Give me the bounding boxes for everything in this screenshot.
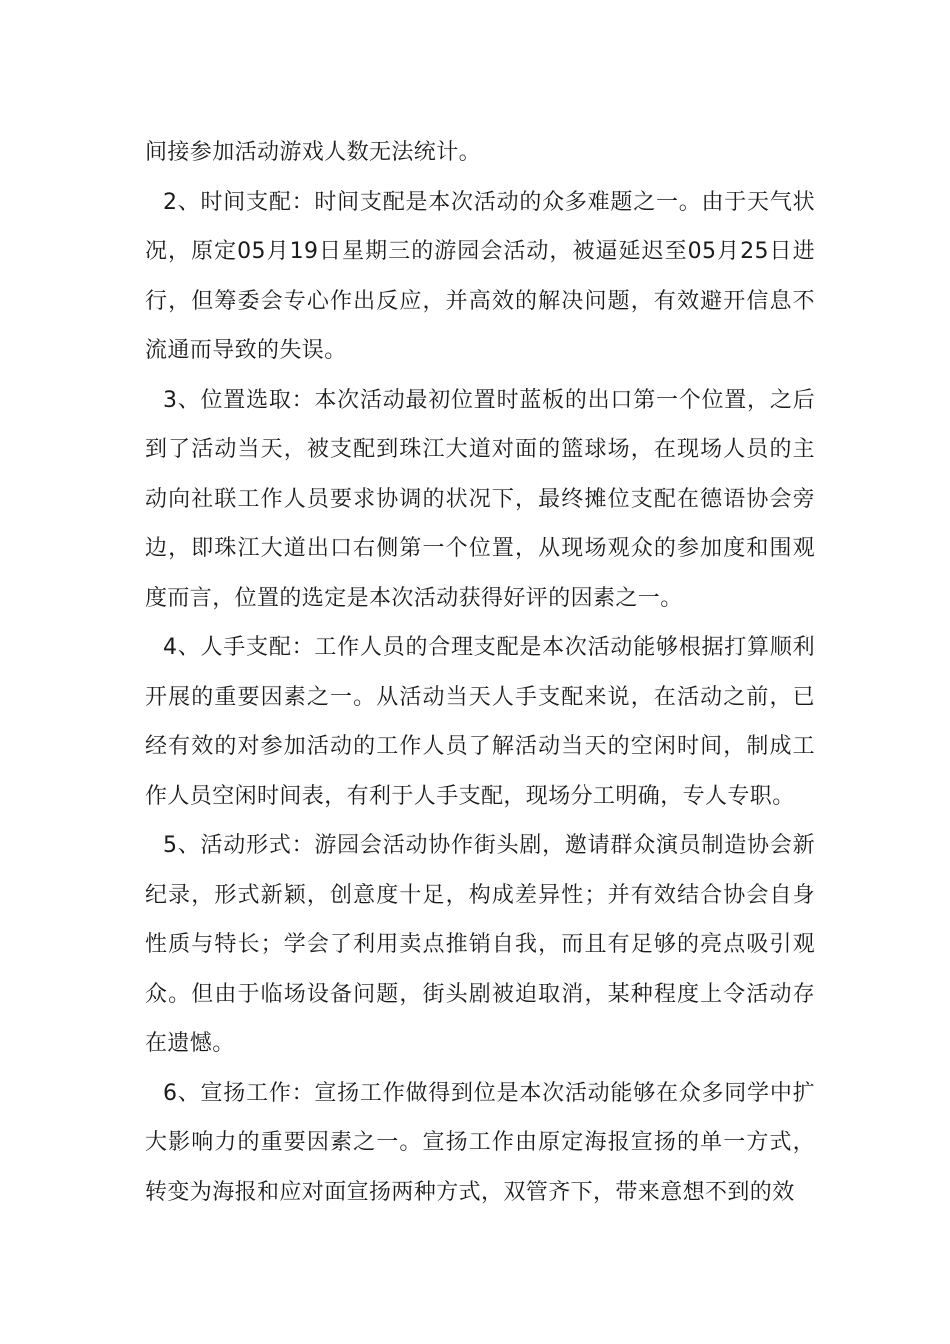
paragraph-location-selection: 3、位置选取：本次活动最初位置时蓝板的出口第一个位置，之后到了活动当天，被支配到珠江大道对面的篮球场，在现场人员的主动向社联工作人员要求协调的状况下，最终摊位支配在德语协会旁边，即珠江大道出口右侧第一个位置，从现场观众的参加度和围观度而言，位置的选定是本次活动获得好评的因素之一。 [145, 387, 815, 611]
paragraph-time-arrangement: 2、时间支配：时间支配是本次活动的众多难题之一。由于天气状况，原定05月19日星期三的游园会活动，被逼延迟至05月25日进行，但筹委会专心作出反应，并高效的解决问题，有效避开信息不流通而导致的失误。 [145, 189, 815, 363]
document-body [145, 128, 815, 1217]
paragraph-participation-count: 间接参加活动游戏人数无法统计。 [145, 140, 482, 165]
paragraph-activity-format: 5、活动形式：游园会活动协作街头剧，邀请群众演员制造协会新纪录，形式新颖，创意度十足，构成差异性；并有效结合协会自身性质与特长；学会了利用卖点推销自我，而且有足够的亮点吸引观众。但由于临场设备问题，街头剧被迫取消，某种程度上令活动存在遗憾。 [145, 833, 815, 1056]
paragraph-publicity-work: 6、宣扬工作：宣扬工作做得到位是本次活动能够在众多同学中扩大影响力的重要因素之一。宣扬工作由原定海报宣扬的单一方式，转变为海报和应对面宣扬两种方式，双管齐下，带来意想不到的效 [145, 1080, 815, 1205]
paragraph-staffing: 4、人手支配：工作人员的合理支配是本次活动能够根据打算顺利开展的重要因素之一。从活动当天人手支配来说，在活动之前，已经有效的对参加活动的工作人员了解活动当天的空闲时间，制成工作人员空闲时间表，有利于人手支配，现场分工明确，专人专职。 [145, 635, 815, 809]
